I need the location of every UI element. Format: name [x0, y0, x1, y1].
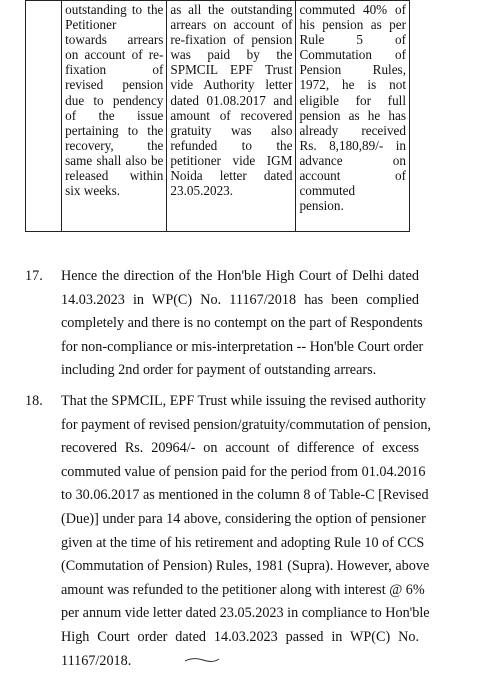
- text-line: for payment of revised pension/gratuity/commutation of pension,: [61, 416, 431, 433]
- text-line: re-fixation of pension: [170, 32, 293, 48]
- text-line: gratuity was also: [170, 122, 293, 138]
- table-row: [26, 1, 410, 232]
- text-line: including 2nd order for payment of outstanding arrears.: [61, 362, 377, 379]
- paragraph-18: [25, 390, 431, 669]
- text-line: as all the outstanding: [170, 2, 293, 17]
- text-line: Noida letter dated: [170, 168, 293, 184]
- signature-mark-icon: [183, 656, 221, 664]
- text-line: 11167/2018.: [61, 652, 132, 669]
- text-line: Rs. 8,180,89/- in: [299, 137, 406, 153]
- paragraph-number: 17.: [25, 268, 43, 284]
- text-line: amount was refunded to the petitioner along with interest @ 6%: [61, 581, 425, 598]
- text-line: 23.05.2023.: [170, 183, 234, 199]
- text-line: (Commutation of Pension) Rules, 1981 (Supra). However, above: [61, 558, 430, 575]
- text-line: petitioner vide IGM: [170, 152, 293, 168]
- text-line: fixation of: [65, 62, 164, 78]
- text-line: Rule 5 of: [299, 32, 406, 48]
- text-line: 1972, he is not: [299, 77, 406, 93]
- text-line: his pension as per: [299, 17, 406, 33]
- text-line: revised pension: [65, 77, 164, 93]
- paragraph-number: 18.: [25, 393, 43, 409]
- text-line: Pension Rules,: [299, 62, 406, 78]
- text-line: towards arrears: [65, 32, 164, 48]
- text-line: of the issue: [65, 107, 164, 123]
- text-line: Commutation of: [299, 47, 406, 63]
- text-line: arrears on account of: [170, 17, 293, 33]
- continuation-table: [25, 0, 410, 232]
- text-line: That the SPMCIL, EPF Trust while issuing the revised authority: [61, 393, 426, 409]
- paragraph-body: [61, 390, 431, 673]
- table-cell-empty: [26, 1, 62, 232]
- table: [25, 0, 410, 232]
- text-line: to 30.06.2017 as mentioned in the column 8 of Table-C [Revised: [61, 487, 429, 504]
- text-line: for non-compliance or mis-interpretation -- Hon'ble Court order: [61, 338, 424, 355]
- text-line: advance on: [299, 152, 406, 168]
- text-line: 14.03.2023 in WP(C) No. 11167/2018 has been complied: [61, 291, 419, 308]
- text-line: was paid by the: [170, 47, 293, 63]
- text-line: Petitioner: [65, 17, 117, 33]
- table-cell-remarks: [296, 1, 410, 232]
- text-line: pertaining to the: [65, 122, 164, 138]
- text-line: given at the time of his retirement and adopting Rule 10 of CCS: [61, 534, 425, 551]
- text-line: commuted value of pension paid for the period from 01.04.2016: [61, 463, 426, 480]
- text-line: dated 01.08.2017 and: [170, 92, 293, 108]
- text-line: same shall also be: [65, 152, 164, 168]
- text-line: amount of recovered: [170, 107, 293, 123]
- text-line: eligible for full: [299, 92, 406, 108]
- text-line: outstanding to the: [65, 2, 164, 17]
- text-line: per annum vide letter dated 23.05.2023 in compliance to Hon'ble: [61, 605, 430, 622]
- text-line: already received: [299, 122, 406, 138]
- text-line: commuted 40% of: [299, 2, 406, 17]
- table-cell-action-taken: [167, 1, 296, 232]
- text-line: commuted: [299, 183, 356, 199]
- paragraph-17: [25, 265, 424, 385]
- text-line: Hence the direction of the Hon'ble High Court of Delhi dated: [61, 268, 419, 284]
- text-line: recovered Rs. 20964/- on account of difference of excess: [61, 440, 419, 457]
- text-line: (Due)] under para 14 above, considering the option of pensioner: [61, 510, 426, 527]
- text-line: released within: [65, 168, 164, 184]
- text-line: recovery, the: [65, 137, 164, 153]
- text-line: SPMCIL EPF Trust: [170, 62, 293, 78]
- text-line: six weeks.: [65, 183, 121, 199]
- text-line: pension as he has: [299, 107, 406, 123]
- text-line: High Court order dated 14.03.2023 passed in WP(C) No.: [61, 628, 419, 645]
- table-cell-directions: [62, 1, 167, 232]
- text-line: completely and there is no contempt on the part of Respondents: [61, 315, 423, 332]
- text-line: account of: [299, 168, 406, 184]
- text-line: due to pendency: [65, 92, 164, 108]
- text-line: refunded to the: [170, 137, 293, 153]
- paragraph-body: [61, 265, 424, 383]
- text-line: pension.: [299, 198, 344, 214]
- text-line: on account of re-: [65, 47, 164, 63]
- text-line: vide Authority letter: [170, 77, 293, 93]
